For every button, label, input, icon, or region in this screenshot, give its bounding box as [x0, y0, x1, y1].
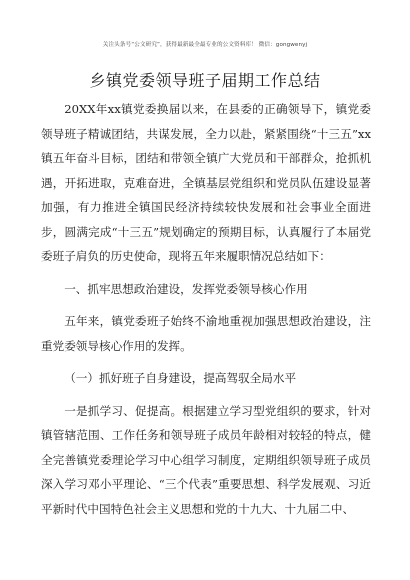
- section-1-paragraph: 五年来，镇党委班子始终不渝地重视加强思想政治建设，注重党委领导核心作用的发挥。: [41, 314, 371, 353]
- header-note: 关注头条号“公文研究”，获得最新最全最专业的公文资料库！ 微信：gongwenyj: [102, 42, 308, 48]
- document-body: [41, 97, 371, 529]
- section-heading-1: 一、抓牢思想政治建设，发挥党委领导核心作用: [64, 281, 308, 296]
- intro-paragraph: 20XX年xx镇党委换届以来，在县委的正确领导下，镇党委领导班子精诚团结，共谋发展，全力以赴，紧紧围绕“十三五”xx镇五年奋斗目标，团结和带领全镇广大党员和干部群众，抢抓机遇，开拓进取，克难奋进，全镇基层党组织和党员队伍建设显著加强，有力推进全镇国民经济持续较快发展和社会事业全面进步，圆满完成“十三五”规划确定的预期目标，认真履行了本届党委班子肩负的历史使命，现将五年来履职情况总结如下：: [41, 102, 371, 263]
- subsection-1-paragraph: 一是抓学习、促提高。根据建立学习型党组织的要求，针对镇管辖范围、工作任务和领导班子成员年龄相对较轻的特点，健全完善镇党委理论学习中心组学习制度，定期组织领导班子成员深入学习邓小平理论、“三个代表”重要思想、科学发展观、习近平新时代中国特色社会主义思想和党的十九大、十九届二中、: [41, 403, 371, 516]
- subsection-heading-1: （一）抓好班子自身建设，提高驾驭全局水平: [64, 371, 297, 385]
- document-title: 乡镇党委领导班子届期工作总结: [89, 71, 321, 90]
